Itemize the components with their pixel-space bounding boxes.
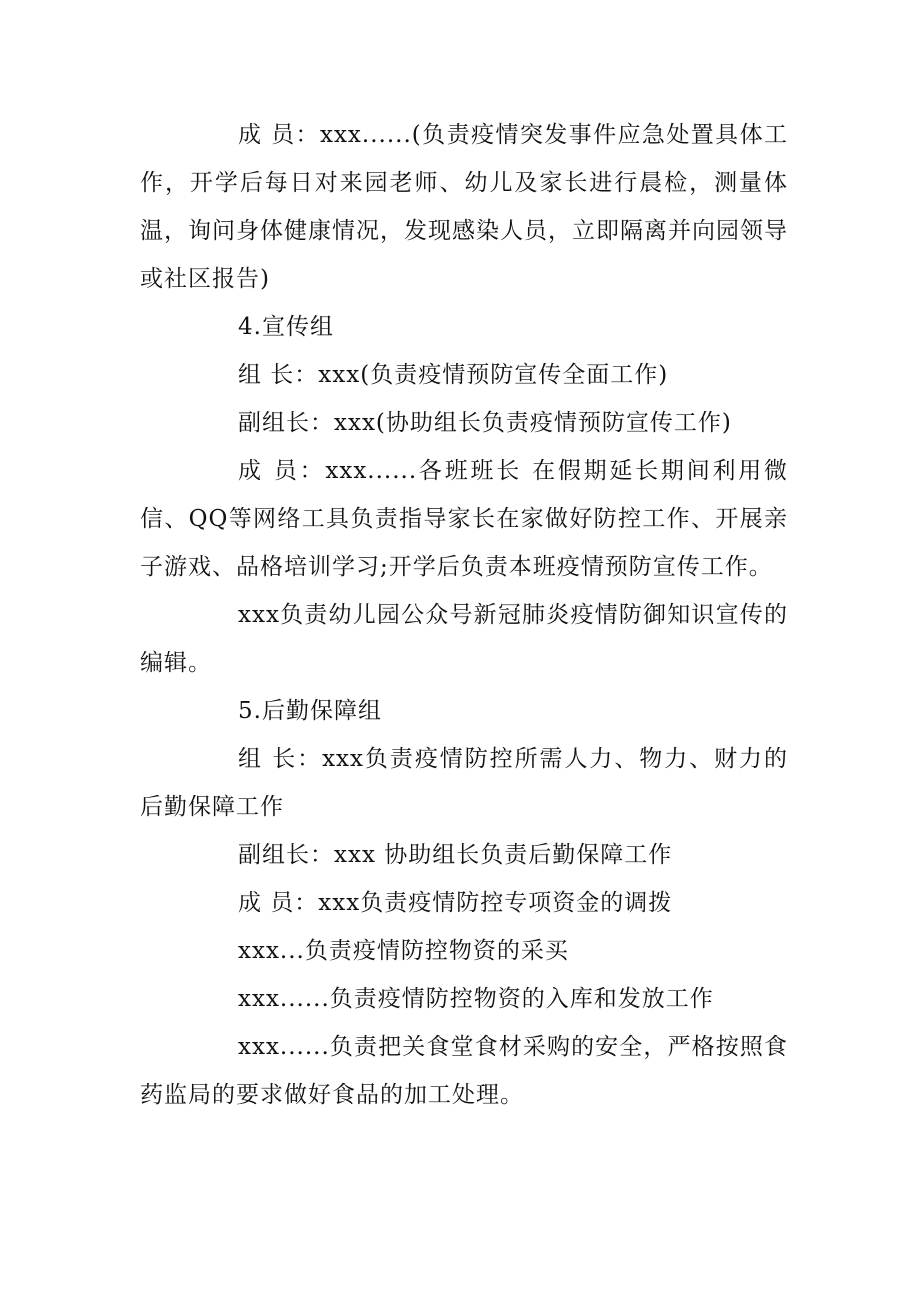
paragraph-wechat-editor: xxx负责幼儿园公众号新冠肺炎疫情防御知识宣传的编辑。 [140,602,788,676]
paragraph-publicity-leader: 组 长：xxx(负责疫情预防宣传全面工作) [238,362,669,388]
paragraph-procurement: xxx...负责疫情防控物资的采买 [238,938,569,964]
paragraph-canteen-safety: xxx......负责把关食堂食材采购的安全，严格按照食药监局的要求做好食品的加工处理。 [140,1034,788,1108]
paragraph-logistics-members: 成 员：xxx负责疫情防控专项资金的调拨 [238,890,673,916]
paragraph-health-check-members: 成 员：xxx......(负责疫情突发事件应急处置具体工作，开学后每日对来园老师、幼儿及家长进行晨检，测量体温，询问身体健康情况，发现感染人员，立即隔离并向园领导或社区报告) [140,122,788,292]
paragraph-publicity-deputy: 副组长：xxx(协助组长负责疫情预防宣传工作) [238,410,732,436]
paragraph-logistics-deputy: 副组长：xxx 协助组长负责后勤保障工作 [238,842,673,868]
heading-publicity-group: 4.宣传组 [238,314,334,340]
paragraph-logistics-leader: 组 长：xxx负责疫情防控所需人力、物力、财力的后勤保障工作 [140,746,788,820]
document-body [140,111,788,1119]
paragraph-warehouse: xxx......负责疫情防控物资的入库和发放工作 [238,986,714,1012]
paragraph-publicity-members: 成 员：xxx......各班班长 在假期延长期间利用微信、QQ等网络工具负责指导家长在家做好防控工作、开展亲子游戏、品格培训学习;开学后负责本班疫情预防宣传工作。 [140,458,788,580]
heading-logistics-group: 5.后勤保障组 [238,698,382,724]
